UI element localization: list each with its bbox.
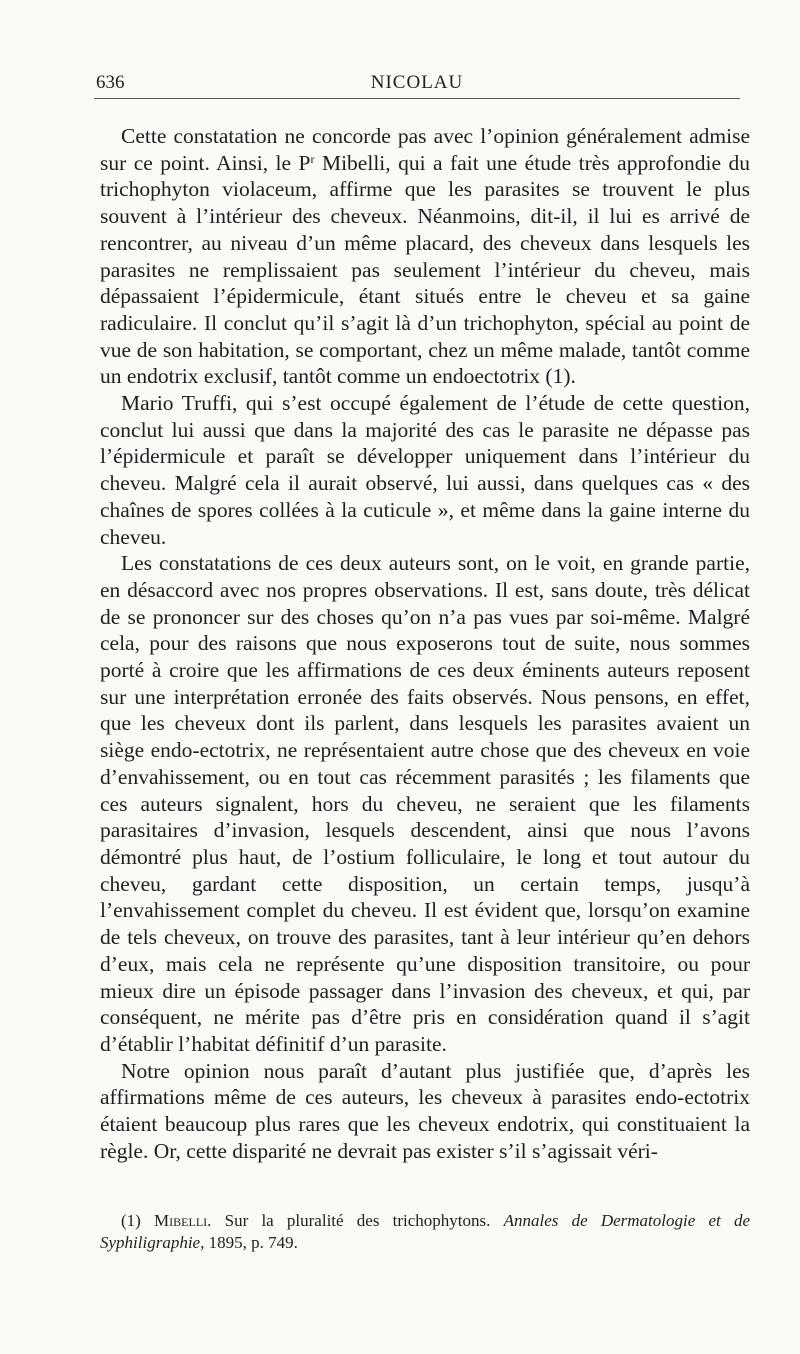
superscript: r xyxy=(310,151,315,166)
footnote xyxy=(100,1210,750,1254)
footnote-author: Mibelli. xyxy=(154,1211,212,1230)
footnote-citation: 1895, p. 749. xyxy=(204,1233,298,1252)
footnote-journal: Annales de Dermatologie et de Syphiligraphie, xyxy=(100,1211,751,1252)
paragraph-4: Notre opinion nous paraît d’autant plus justifiée que, d’après les affirmations même de ces auteurs, les cheveux à parasites endo-ectotrix étaient beaucoup plus rares que les cheveux endotrix, qui constituaient la règle. Or, cette disparité ne devrait pas exister s’il s’agissait véri- xyxy=(100,1058,750,1163)
paragraph-2: Mario Truffi, qui s’est occupé également de l’étude de cette question, conclut lui aussi que dans la majorité des cas le parasite ne dépasse pas l’épidermicule et paraît se développer uniquement dans l’intérieur du cheveu. Malgré cela il aurait observé, lui aussi, dans quelques cas « des chaînes de spores collées à la cuticule », et même dans la gaine interne du cheveu. xyxy=(100,391,750,549)
paragraph-3: Les constatations de ces deux auteurs sont, on le voit, en grande partie, en désaccord avec nos propres observations. Il est, sans doute, très délicat de se prononcer sur des choses qu’on n’a pas vues par soi-même. Malgré cela, pour des raisons que nous exposerons tout de suite, nous sommes porté à croire que les affirmations de ces deux éminents auteurs reposent sur une interprétation erronée des faits observés. Nous pensons, en effet, que les cheveux dont ils parlent, dans lesquels les parasites avaient un siège endo-ectotrix, ne représentaient autre chose que des cheveux en voie d’envahissement, ou en tout cas récemment parasités ; les filaments que ces auteurs signalent, hors du cheveu, ne seraient que les filaments parasitaires d’invasion, lesquels descendent, ainsi que nous l’avons démontré plus haut, de l’ostium folliculaire, le long et tout autour du cheveu, gardant cette disposition, un certain temps, jusqu’à l’envahissement complet du cheveu. Il est évident que, lorsqu’on examine de tels cheveux, on trouve des parasites, tant à leur intérieur qu’en dehors d’eux, mais cela ne représente qu’une disposition transitoire, ou pour mieux dire un épisode passager dans l’invasion des cheveux, et qui, par conséquent, ne mérite pas d’être pris en considération quand il s’agit d’établir l’habitat définitif d’un parasite. xyxy=(100,551,750,1056)
page-header xyxy=(94,70,740,99)
page-number: 636 xyxy=(96,72,125,93)
running-head: NICOLAU xyxy=(370,72,464,93)
body-text xyxy=(100,123,750,1164)
paragraph-1: Cette constatation ne concorde pas avec l’opinion généralement admise sur ce point. Ainsi, le $P^r$ Mibelli, qui a fait une étude très approfondie du trichophyton violaceum, affirme que les parasites se trouvent le plus souvent à l’intérieur des cheveux. Néanmoins, dit-il, il lui es arrivé de rencontrer, au niveau d’un même placard, des cheveux dans lesquels les parasites ne remplissaient pas seulement l’intérieur du cheveu, mais dépassaient l’épidermicule, étant situés entre le cheveu et sa gaine radiculaire. Il conclut qu’il s’agit là d’un trichophyton, spécial au point de vue de son habitation, se comportant, chez un même malade, tantôt comme un endotrix exclusif, tantôt comme un endoectotrix (1). xyxy=(100,124,751,389)
footnote-marker: (1) xyxy=(121,1211,141,1230)
footnote-title: Sur la pluralité des trichophytons. xyxy=(211,1211,504,1230)
